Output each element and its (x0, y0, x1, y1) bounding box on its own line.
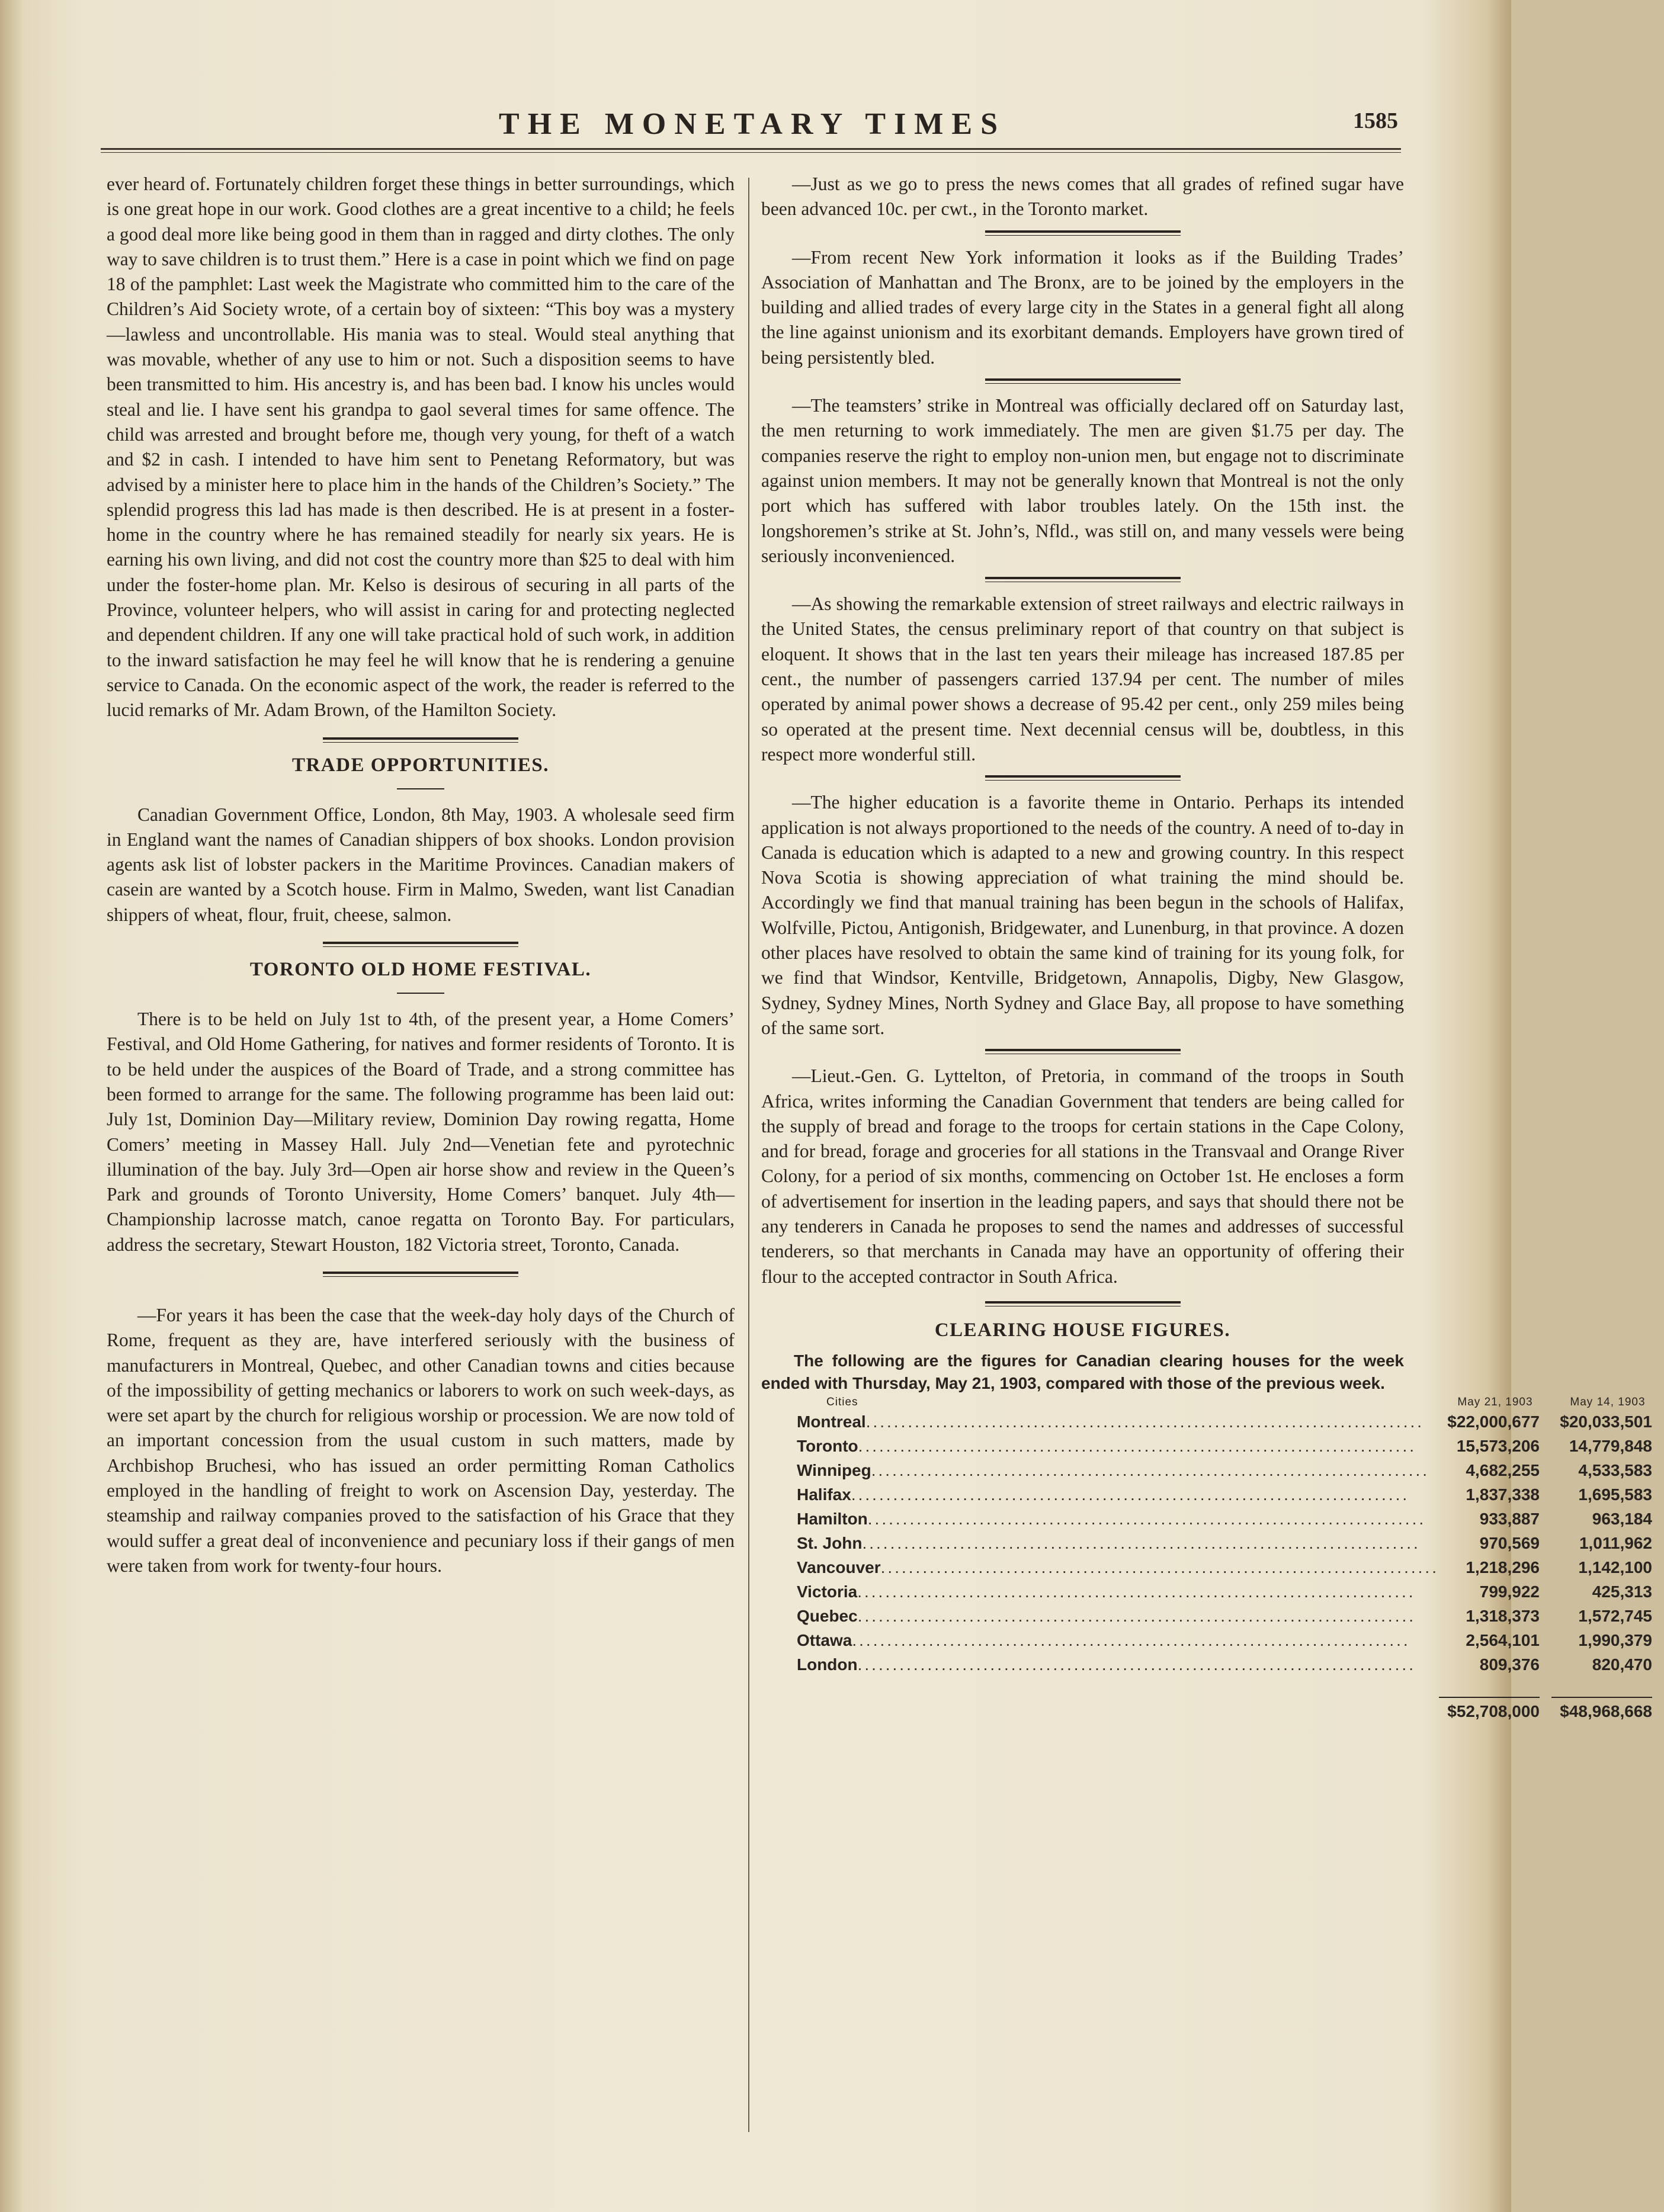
city-cell (761, 1580, 1439, 1604)
clearing-table (761, 1395, 1664, 1721)
value-may-14: 1,572,745 (1578, 1607, 1652, 1626)
section-rule (985, 775, 1181, 781)
table-row (761, 1434, 1664, 1459)
value-may-21: 970,569 (1479, 1534, 1540, 1553)
clearing-table-body (761, 1410, 1664, 1677)
value-may-21: 1,318,373 (1466, 1607, 1540, 1626)
table-row (761, 1580, 1664, 1604)
trade-heading: TRADE OPPORTUNITIES. (291, 754, 550, 776)
total-rule (1439, 1697, 1540, 1698)
value-may-21: 1,837,338 (1466, 1485, 1540, 1504)
value-may-21: 933,887 (1479, 1510, 1540, 1529)
left-column (107, 172, 735, 1578)
value-may-14: 1,990,379 (1578, 1631, 1652, 1650)
festival-article: There is to be held on July 1st to 4th, of the present year, a Home Comers’ Festival, and Old Home Gathering, for natives and former residents of Toronto. It is to be held under the auspices of the Board of Trade, and a strong committee has been formed to arrange for the same. The following programme has been laid out: July 1st, Dominion Day—Military review, Dominion Day rowing regatta, Home Comers’ meeting in Massey Hall. July 2nd—Venetian fete and pyrotechnic illumination of the bay. July 3rd—Open air horse show and review in the Queen’s Park and grounds of Toronto University, Home Comers’ banquet. July 4th—Championship lacrosse match, canoe regatta on Toronto Bay. For particulars, address the secretary, Stewart Houston, 182 Victoria street, Toronto, Canada. (107, 1009, 735, 1255)
value-may-14: 14,779,848 (1569, 1437, 1652, 1456)
total-may-21-cell (1439, 1677, 1551, 1721)
value-may-14: 820,470 (1592, 1655, 1652, 1674)
leader-dots: ................................................................................ (857, 1582, 1416, 1601)
leader-dots: ................................................................................ (851, 1485, 1410, 1504)
section-rule (985, 577, 1181, 582)
city-name: Montreal (797, 1412, 866, 1431)
city-name: Winnipeg (797, 1461, 871, 1480)
value-may-14: 963,184 (1592, 1510, 1652, 1529)
city-cell (761, 1459, 1439, 1483)
section-rule (323, 1272, 518, 1277)
city-cell (761, 1556, 1439, 1580)
city-name: Ottawa (797, 1631, 852, 1650)
leader-dots: ................................................................................ (871, 1461, 1430, 1480)
article-children-aid: ever heard of. Fortunately children forget these things in better surroundings, which is one great hope in our work. Good clothes are a great incentive to a child; he feels a good deal more like being good in them than in ragged and dirty clothes. The only way to save children is to trust them.” Here is a case in point which we find on page 18 of the pamphlet: Last week the Magistrate who committed him to the care of the Children’s Aid Society wrote, of a certain boy of sixteen: “This boy was a mystery—lawless and uncontrollable. His mania was to steal. Would steal anything that was movable, whether of any use to him or not. Such a disposition seems to have been transmitted to him. His ancestry is, and has been bad. I know his uncles would steal and lie. I have sent his grandpa to gaol several times for same offence. The child was arrested and brought before me, though very young, for theft of a watch and $2 in cash. I intended to have him sent to Penetang Reformatory, but was advised by a minister here to place him in the hands of the Children’s Society.” The splendid progress this lad has made is then described. He is at present in a foster-home in the country where he has remained steadily for nearly six years. He is earning his own living, and did not cost the country more than $25 to deal with him under the foster-home plan. Mr. Kelso is desirous of securing in all parts of the Province, volunteer helpers, who will assist in caring for and protecting neglected and dependent children. If any one will take practical hold of such work, in addition to the inward satisfaction he may feel he will know that he is rendering a genuine service to Canada. On the economic aspect of the work, the reader is referred to the lucid remarks of Mr. Adam Brown, of the Hamilton Society. (107, 174, 735, 721)
city-cell (761, 1604, 1439, 1629)
value-may-21: 2,564,101 (1466, 1631, 1540, 1650)
value-may-14: 1,011,962 (1579, 1534, 1652, 1553)
leader-dots: ................................................................................ (862, 1534, 1421, 1553)
table-row (761, 1556, 1664, 1580)
table-row (761, 1483, 1664, 1507)
city-cell (761, 1410, 1439, 1434)
city-name: Victoria (797, 1582, 858, 1601)
leader-dots: ................................................................................ (858, 1437, 1417, 1456)
total-may-14: $48,968,668 (1560, 1701, 1652, 1720)
sugar-news: —Just as we go to press the news comes that all grades of refined sugar have been advanced 10c. per cwt., in the Toronto market. (761, 174, 1404, 220)
city-name: Toronto (797, 1437, 858, 1456)
city-name: London (797, 1655, 858, 1674)
section-rule (985, 378, 1181, 384)
festival-heading: TORONTO OLD HOME FESTIVAL. (249, 959, 592, 981)
column-header-may-21: May 21, 1903 (1457, 1395, 1533, 1408)
right-column (761, 172, 1652, 1721)
section-rule (323, 737, 518, 743)
city-name: Quebec (797, 1607, 858, 1626)
header-rule (101, 148, 1401, 153)
city-cell (761, 1434, 1439, 1459)
page-header (101, 107, 1404, 154)
table-row (761, 1410, 1664, 1434)
city-cell (761, 1532, 1439, 1556)
city-cell (761, 1629, 1439, 1653)
city-name: St. John (797, 1534, 863, 1553)
leader-dots: ................................................................................ (857, 1655, 1416, 1674)
table-header-row (761, 1395, 1664, 1410)
section-rule (985, 230, 1181, 236)
table-row (761, 1604, 1664, 1629)
section-rule (323, 942, 518, 947)
value-may-21: 1,218,296 (1466, 1558, 1540, 1577)
total-rule (1551, 1697, 1652, 1698)
leader-dots: ................................................................................ (857, 1607, 1416, 1626)
totals-row (761, 1677, 1664, 1721)
table-row (761, 1507, 1664, 1532)
table-row (761, 1459, 1664, 1483)
teamsters-news: —The teamsters’ strike in Montreal was officially declared off on Saturday last, the men returning to work immediately. The men are given $1.75 per day. The companies reserve the right to employ non-union men, but engage not to discriminate against union members. It may not be generally known that Montreal is not the only port which has suffered with labor troubles lately. On the 15th inst. the longshoremen’s strike at St. John’s, Nfld., was still on, and many vessels were being seriously inconvenienced. (761, 395, 1404, 566)
trade-article: Canadian Government Office, London, 8th May, 1903. A wholesale seed firm in England want the names of Canadian shippers of box shooks. London provision agents ask list of lobster packers in the Maritime Provinces. Canadian makers of casein are wanted by a Scotch house. Firm in Malmo, Sweden, want list Canadian shippers of wheat, flour, fruit, cheese, salmon. (107, 804, 735, 925)
section-rule (985, 1049, 1181, 1054)
leader-dots: ................................................................................ (865, 1412, 1425, 1431)
value-may-14: 1,142,100 (1578, 1558, 1652, 1577)
city-name: Vancouver (797, 1558, 881, 1577)
total-may-21: $52,708,000 (1447, 1701, 1540, 1720)
column-divider (748, 178, 749, 2132)
holy-days-article: —For years it has been the case that the week-day holy days of the Church of Rome, frequent as they are, have interfered seriously with the business of manufacturers in Montreal, Quebec, and other Canadian towns and cities because of the impossibility of getting mechanics or laborers to work on such week-days, as were set apart by the church for religious worship or procession. We are now told of an important concession from the usual custom in such matters, made by Archbishop Bruchesi, who has issued an order permitting Roman Catholics employed in the handling of freight to work on Ascension Day, yesterday. The steamship and railway companies proved to the satisfaction of his Grace that they would suffer a great deal of inconvenience and pecuniary loss if their gangs of men were taken from work for twenty-four hours. (107, 1304, 735, 1576)
value-may-21: 799,922 (1479, 1582, 1540, 1601)
masthead: THE MONETARY TIMES (499, 107, 1006, 141)
value-may-21: 4,682,255 (1466, 1461, 1540, 1480)
lyttelton-news: —Lieut.-Gen. G. Lyttelton, of Pretoria, in command of the troops in South Africa, writes informing the Canadian Government that tenders are being called for the supply of bread and forage to the troops for certain stations in the Cape Colony, and for bread, forage and groceries for all stations in the Transvaal and Orange River Colony, for a period of six months, commencing on October 1st. He encloses a form of advertisement for insertion in the leading papers, and says that should there not be any tenderers in Canada he proposes to send the names and addresses of successful tenderers, so that merchants in Canada may have an opportunity of offering their flour to the accepted contractor in South Africa. (761, 1065, 1404, 1287)
leader-dots: ................................................................................ (867, 1510, 1426, 1529)
value-may-21: 809,376 (1479, 1655, 1540, 1674)
clearing-intro: The following are the figures for Canadian clearing houses for the week ended with Thursday, May 21, 1903, compared with those of the previous week. (761, 1351, 1404, 1392)
column-header-cities: Cities (826, 1395, 858, 1408)
section-rule (985, 1301, 1181, 1306)
value-may-14: 425,313 (1592, 1582, 1652, 1601)
city-name: Halifax (797, 1485, 851, 1504)
leader-dots: ................................................................................ (880, 1558, 1439, 1577)
railways-news: —As showing the remarkable extension of street railways and electric railways in the United States, the census preliminary report of that country on that subject is eloquent. It shows that in the last ten years their mileage has increased 187.85 per cent., the number of passengers carried 137.94 per cent. The number of miles operated by animal power shows a decrease of 95.42 per cent., only 259 miles being so operated at the present time. Next decennial census will be, doubtless, in this respect more wonderful still. (761, 593, 1404, 765)
table-row (761, 1629, 1664, 1653)
leader-dots: ................................................................................ (852, 1631, 1410, 1650)
city-cell (761, 1653, 1439, 1677)
column-header-may-14: May 14, 1903 (1570, 1395, 1646, 1408)
value-may-14: 4,533,583 (1578, 1461, 1652, 1480)
page-number: 1585 (1353, 108, 1398, 133)
education-news: —The higher education is a favorite theme in Ontario. Perhaps its intended application is not always proportioned to the needs of the country. A need of to-day in Canada is education which is adapted to a new and growing country. In this respect Nova Scotia is showing appreciation of what training the mind should be. Accordingly we find that manual training has been begun in the schools of Halifax, Wolfville, Pictou, Antigonish, Bridgewater, and Lunenburg, in that province. A dozen other places have resolved to obtain the same kind of training for its young folk, for we find that Windsor, Kentville, Bridgetown, Annapolis, Digby, New Glasgow, Sydney, Sydney Mines, North Sydney and Glace Bay, all propose to have something of the same sort. (761, 792, 1404, 1038)
table-row (761, 1532, 1664, 1556)
value-may-21: 15,573,206 (1456, 1437, 1540, 1456)
clearing-heading: CLEARING HOUSE FIGURES. (934, 1319, 1231, 1341)
total-may-14-cell (1551, 1677, 1664, 1721)
value-may-14: 1,695,583 (1578, 1485, 1652, 1504)
value-may-14: $20,033,501 (1560, 1412, 1652, 1431)
city-name: Hamilton (797, 1510, 868, 1529)
city-cell (761, 1483, 1439, 1507)
city-cell (761, 1507, 1439, 1532)
value-may-21: $22,000,677 (1447, 1412, 1540, 1431)
table-row (761, 1653, 1664, 1677)
new-york-news: —From recent New York information it looks as if the Building Trades’ Association of Manhattan and The Bronx, are to be joined by the employers in the building and allied trades of every large city in the States in a general fight all along the line against unionism and its exorbitant demands. Employers have grown tired of being persistently bled. (761, 246, 1404, 368)
